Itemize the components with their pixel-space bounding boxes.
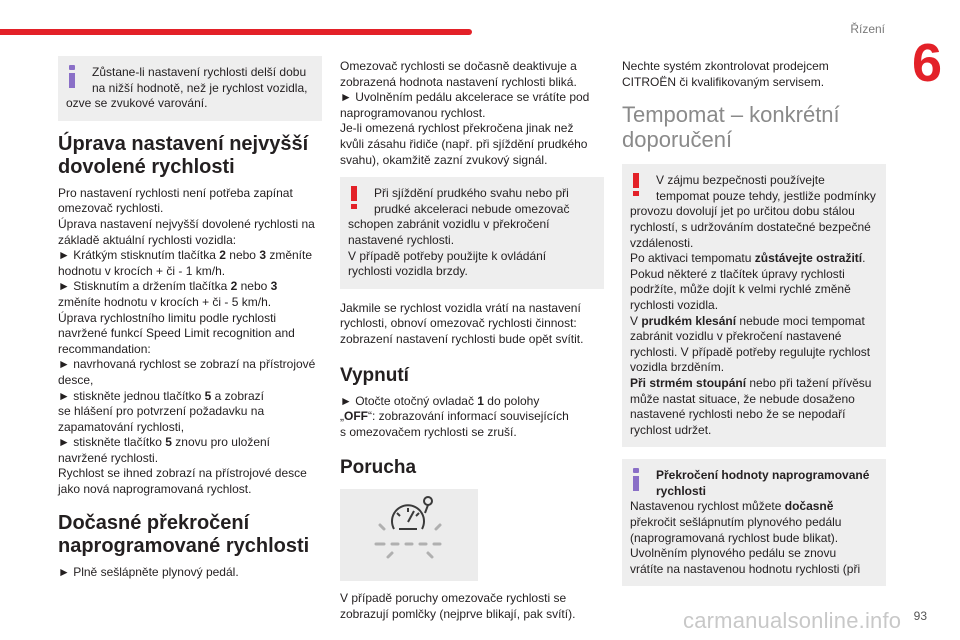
info-line: (naprogramovaná rychlost bude blikat).	[630, 530, 839, 545]
warning-line: tempomat pouze tehdy, jestliže podmínky	[656, 188, 876, 203]
bullet-press-once: ► stiskněte jednou tlačítko 5 a zobrazí	[58, 388, 265, 403]
text-line: zobrazení nastavení rychlosti bude opět svítit.	[340, 331, 584, 346]
heading-max-speed: Úprava nastavení nejvyšší dovolené rychlosti	[58, 132, 309, 178]
text-line: recommandation:	[58, 341, 151, 356]
text-line: Rychlost se ihned zobrazí na přístrojové desce	[58, 466, 307, 481]
warning-line: V případě potřeby použijte k ovládání	[348, 248, 547, 263]
heading-temporary-override: Dočasné překročení naprogramované rychlosti	[58, 511, 310, 557]
warning-line: schopen zabránit vozidlu v překročení	[348, 217, 550, 232]
text-line: V případě poruchy omezovače rychlosti se	[340, 591, 567, 606]
text-line: Jakmile se rychlost vozidla vrátí na nastavení	[340, 300, 581, 315]
text-line: základě aktuální rychlosti vozidla:	[58, 232, 237, 247]
info-icon	[632, 468, 640, 490]
text-line: ► Plně sešlápněte plynový pedál.	[58, 564, 239, 579]
column-1	[58, 50, 322, 580]
warning-line: rychlost udržet.	[630, 422, 712, 437]
bullet-rotate-knob: ► Otočte otočný ovladač 1 do polohy	[340, 393, 540, 408]
text-line: kvůli zásahu řidiče (např. při sjíždění prudkého	[340, 136, 588, 151]
info-heading: rychlosti	[656, 483, 707, 498]
info-heading: Překročení hodnoty naprogramované	[656, 468, 870, 483]
text-line: se hlášení pro potvrzení požadavku na	[58, 404, 265, 419]
text-line: hodnotu v krocích + či - 1 km/h.	[58, 263, 226, 278]
watermark: carmanualsonline.info	[683, 608, 902, 633]
warning-line: rychlosti. V případě potřeby regulujte rychlost	[630, 344, 871, 359]
text-line: Je-li omezená rychlost překročena jinak než	[340, 121, 574, 136]
bullet-long-press: ► Stisknutím a držením tlačítka 2 nebo 3	[58, 279, 278, 294]
text-line: Nechte systém zkontrolovat prodejcem	[622, 59, 829, 73]
warning-box	[622, 164, 886, 447]
text-line: zobrazená hodnota nastavení rychlosti bliká.	[340, 74, 577, 89]
warning-line: nastavené rychlosti.	[348, 232, 455, 247]
warning-box	[340, 177, 604, 289]
warning-line: Při strmém stoupání nebo při tažení přívěsu	[630, 375, 872, 390]
warning-line: Pokud některé z tlačítek úpravy rychlosti	[630, 266, 845, 281]
warning-line: V zájmu bezpečnosti používejte	[656, 173, 825, 188]
text-line: omezovač rychlosti.	[58, 201, 164, 216]
text-line: jako nová naprogramovaná rychlost.	[58, 482, 252, 497]
text-line: navržené funkcí Speed Limit recognition and	[58, 326, 295, 341]
warning-line: nastavené rychlosti nebo že se nepodaří	[630, 407, 846, 422]
text-line: změníte hodnotu v krocích + či - 5 km/h.	[58, 294, 272, 309]
warning-icon	[350, 186, 358, 208]
text-line: „OFF“: zobrazování informací souvisejících	[340, 409, 569, 424]
text-line: zobrazují pomlčky (nejprve blikají, pak svítí).	[340, 606, 576, 621]
warning-icon	[632, 173, 640, 195]
chapter-number: 6	[911, 33, 943, 93]
info-box	[622, 459, 886, 586]
info-line: vrátíte na nastavenou hodnotu rychlosti (při	[630, 561, 861, 576]
text-line: svahu), okamžitě zazní zvukový signál.	[340, 152, 548, 167]
warning-line: rychlosti vozidla.	[630, 297, 719, 312]
bullet-short-press: ► Krátkým stisknutím tlačítka 2 nebo 3 změníte	[58, 248, 313, 263]
info-line: překročit sešlápnutím plynového pedálu	[630, 515, 842, 530]
text-line: rychlosti, obnoví omezovač rychlosti činnost:	[340, 316, 577, 331]
text-line: CITROËN či kvalifikovaným servisem.	[622, 74, 825, 89]
text-line: s omezovačem rychlosti se zruší.	[340, 424, 517, 439]
text-line: desce,	[58, 372, 94, 387]
heading-cruise-control-recommendations: Tempomat – konkrétní doporučení	[622, 102, 840, 153]
warning-line: vozidla brzděním.	[630, 360, 725, 375]
heading-switch-off: Vypnutí	[340, 364, 409, 386]
text-line: Úprava rychlostního limitu podle rychlosti	[58, 310, 277, 325]
text-line: Pro nastavení rychlosti není potřeba zapínat	[58, 185, 293, 200]
info-line: Nastavenou rychlost můžete dočasně	[630, 499, 834, 514]
info-icon	[68, 65, 76, 87]
warning-line: prudké akceleraci nebude omezovač	[374, 201, 570, 216]
warning-line: podržíte, může dojít k velmi rychlé změně	[630, 282, 851, 297]
bullet-press-again: ► stiskněte tlačítko 5 znovu pro uložení	[58, 435, 270, 450]
column-2	[340, 50, 604, 622]
text-line: naprogramovanou rychlost.	[340, 105, 486, 120]
warning-line: rychlostí, s udržováním dostatečné bezpečné	[630, 219, 871, 234]
info-box	[58, 56, 322, 121]
info-line: na nižší hodnotě, než je rychlost vozidla,	[92, 80, 308, 95]
header-accent-bar	[0, 29, 472, 35]
info-line: ozve se zvukové varování.	[66, 96, 208, 111]
warning-line: může nastat situace, že nebude dosaženo	[630, 391, 855, 406]
speed-limiter-fault-illustration	[340, 489, 478, 581]
warning-line: zabránit vozidlu v překročení nastavené	[630, 329, 842, 344]
section-title: Řízení	[850, 22, 885, 36]
text-line: ► Uvolněním pedálu akcelerace se vrátíte pod	[340, 90, 590, 105]
heading-fault: Porucha	[340, 457, 417, 479]
warning-line: provozu dovolují jet po určitou dobu stálou	[630, 204, 855, 219]
text-line: Úprava nastavení nejvyšší dovolené rychlosti na	[58, 216, 315, 231]
info-line: Zůstane-li nastavení rychlosti delší dobu	[92, 65, 307, 79]
speedometer-fault-icon	[340, 489, 478, 581]
text-line: Omezovač rychlosti se dočasně deaktivuje a	[340, 59, 577, 73]
warning-line: vzdálenosti.	[630, 235, 694, 250]
warning-line: V prudkém klesání nebude moci tempomat	[630, 313, 865, 328]
warning-line: Po aktivaci tempomatu zůstávejte ostražití.	[630, 251, 866, 266]
text-line: zapamatování rychlosti,	[58, 419, 185, 434]
text-line: navržené rychlosti.	[58, 450, 159, 465]
text-line: ► navrhovaná rychlost se zobrazí na přístrojové	[58, 357, 316, 372]
page-number: 93	[913, 609, 927, 623]
info-line: Uvolněním plynového pedálu se znovu	[630, 546, 837, 561]
warning-line: rychlosti vozidla brzdy.	[348, 264, 468, 279]
column-3	[622, 50, 886, 598]
warning-line: Při sjíždění prudkého svahu nebo při	[374, 186, 569, 201]
